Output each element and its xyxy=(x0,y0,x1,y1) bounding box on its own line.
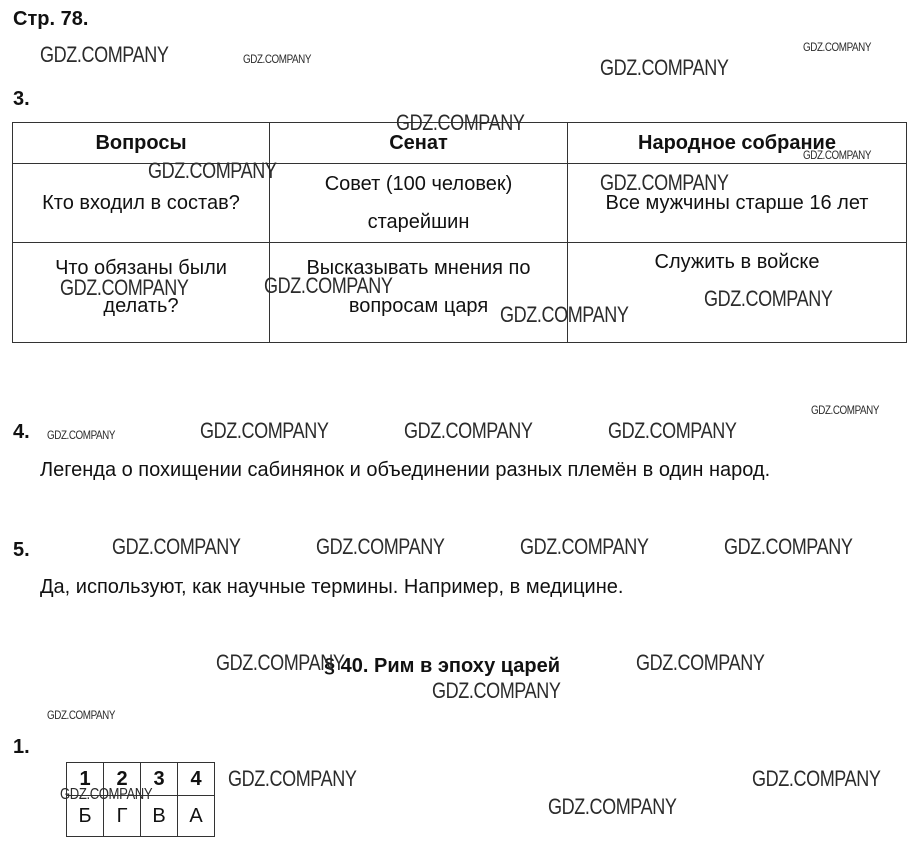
watermark: GDZ.COMPANY xyxy=(60,275,189,300)
watermark: GDZ.COMPANY xyxy=(548,794,677,819)
watermark: GDZ.COMPANY xyxy=(216,650,345,675)
watermark: GDZ.COMPANY xyxy=(112,534,241,559)
watermark: GDZ.COMPANY xyxy=(752,766,881,791)
header-assembly: Народное собрание xyxy=(568,123,907,164)
cell-line: Совет (100 человек) xyxy=(324,173,513,195)
watermark: GDZ.COMPANY xyxy=(396,110,525,135)
grid-answer-cell: Б xyxy=(67,796,104,837)
watermark: GDZ.COMPANY xyxy=(404,418,533,443)
watermark: GDZ.COMPANY xyxy=(148,158,277,183)
watermark: GDZ.COMPANY xyxy=(724,534,853,559)
task-5-answer: Да, используют, как научные термины. Например, в медицине. xyxy=(40,576,624,598)
cell-line: Что обязаны были xyxy=(55,257,227,279)
grid-answer-cell: В xyxy=(141,796,178,837)
watermark: GDZ.COMPANY xyxy=(243,52,312,66)
watermark: GDZ.COMPANY xyxy=(200,418,329,443)
watermark: GDZ.COMPANY xyxy=(316,534,445,559)
grid-answer-cell: Г xyxy=(104,796,141,837)
task-1-number: 1. xyxy=(13,736,30,758)
header-senate: Сенат xyxy=(270,123,568,164)
watermark: GDZ.COMPANY xyxy=(264,273,393,298)
watermark: GDZ.COMPANY xyxy=(600,170,729,195)
task-3-number: 3. xyxy=(13,88,30,110)
watermark: GDZ.COMPANY xyxy=(47,708,116,722)
grid-header-cell: 4 xyxy=(178,763,215,796)
watermark: GDZ.COMPANY xyxy=(432,678,561,703)
watermark: GDZ.COMPANY xyxy=(40,42,169,67)
watermark: GDZ.COMPANY xyxy=(803,148,872,162)
grid-header-cell: 1 xyxy=(67,763,104,796)
cell-line: Высказывать мнения по xyxy=(306,257,531,279)
page-label: Стр. 78. xyxy=(13,8,89,30)
watermark: GDZ.COMPANY xyxy=(47,428,116,442)
cell-line: старейшин xyxy=(367,211,470,233)
watermark: GDZ.COMPANY xyxy=(60,786,153,803)
watermark: GDZ.COMPANY xyxy=(811,403,880,417)
cell-assembly: Все мужчины старше 16 лет xyxy=(568,164,907,243)
watermark: GDZ.COMPANY xyxy=(520,534,649,559)
watermark: GDZ.COMPANY xyxy=(803,40,872,54)
table-row xyxy=(13,164,907,243)
watermark: GDZ.COMPANY xyxy=(608,418,737,443)
watermark: GDZ.COMPANY xyxy=(228,766,357,791)
task-4-number: 4. xyxy=(13,421,30,443)
cell-line: вопросам царя xyxy=(348,295,489,317)
cell-line: делать? xyxy=(103,295,179,317)
section-title: § 40. Рим в эпоху царей xyxy=(324,655,561,677)
header-questions: Вопросы xyxy=(13,123,270,164)
watermark: GDZ.COMPANY xyxy=(704,286,833,311)
cell-line: Служить в войске xyxy=(654,251,820,273)
grid-header-cell: 2 xyxy=(104,763,141,796)
grid-answer-cell: А xyxy=(178,796,215,837)
cell-senate xyxy=(270,164,568,243)
watermark: GDZ.COMPANY xyxy=(500,302,629,327)
task-5-number: 5. xyxy=(13,539,30,561)
cell-question: Кто входил в состав? xyxy=(13,164,270,243)
watermark: GDZ.COMPANY xyxy=(636,650,765,675)
task-4-answer: Легенда о похищении сабинянок и объединении разных племён в один народ. xyxy=(40,459,771,481)
grid-header-cell: 3 xyxy=(141,763,178,796)
watermark: GDZ.COMPANY xyxy=(600,55,729,80)
